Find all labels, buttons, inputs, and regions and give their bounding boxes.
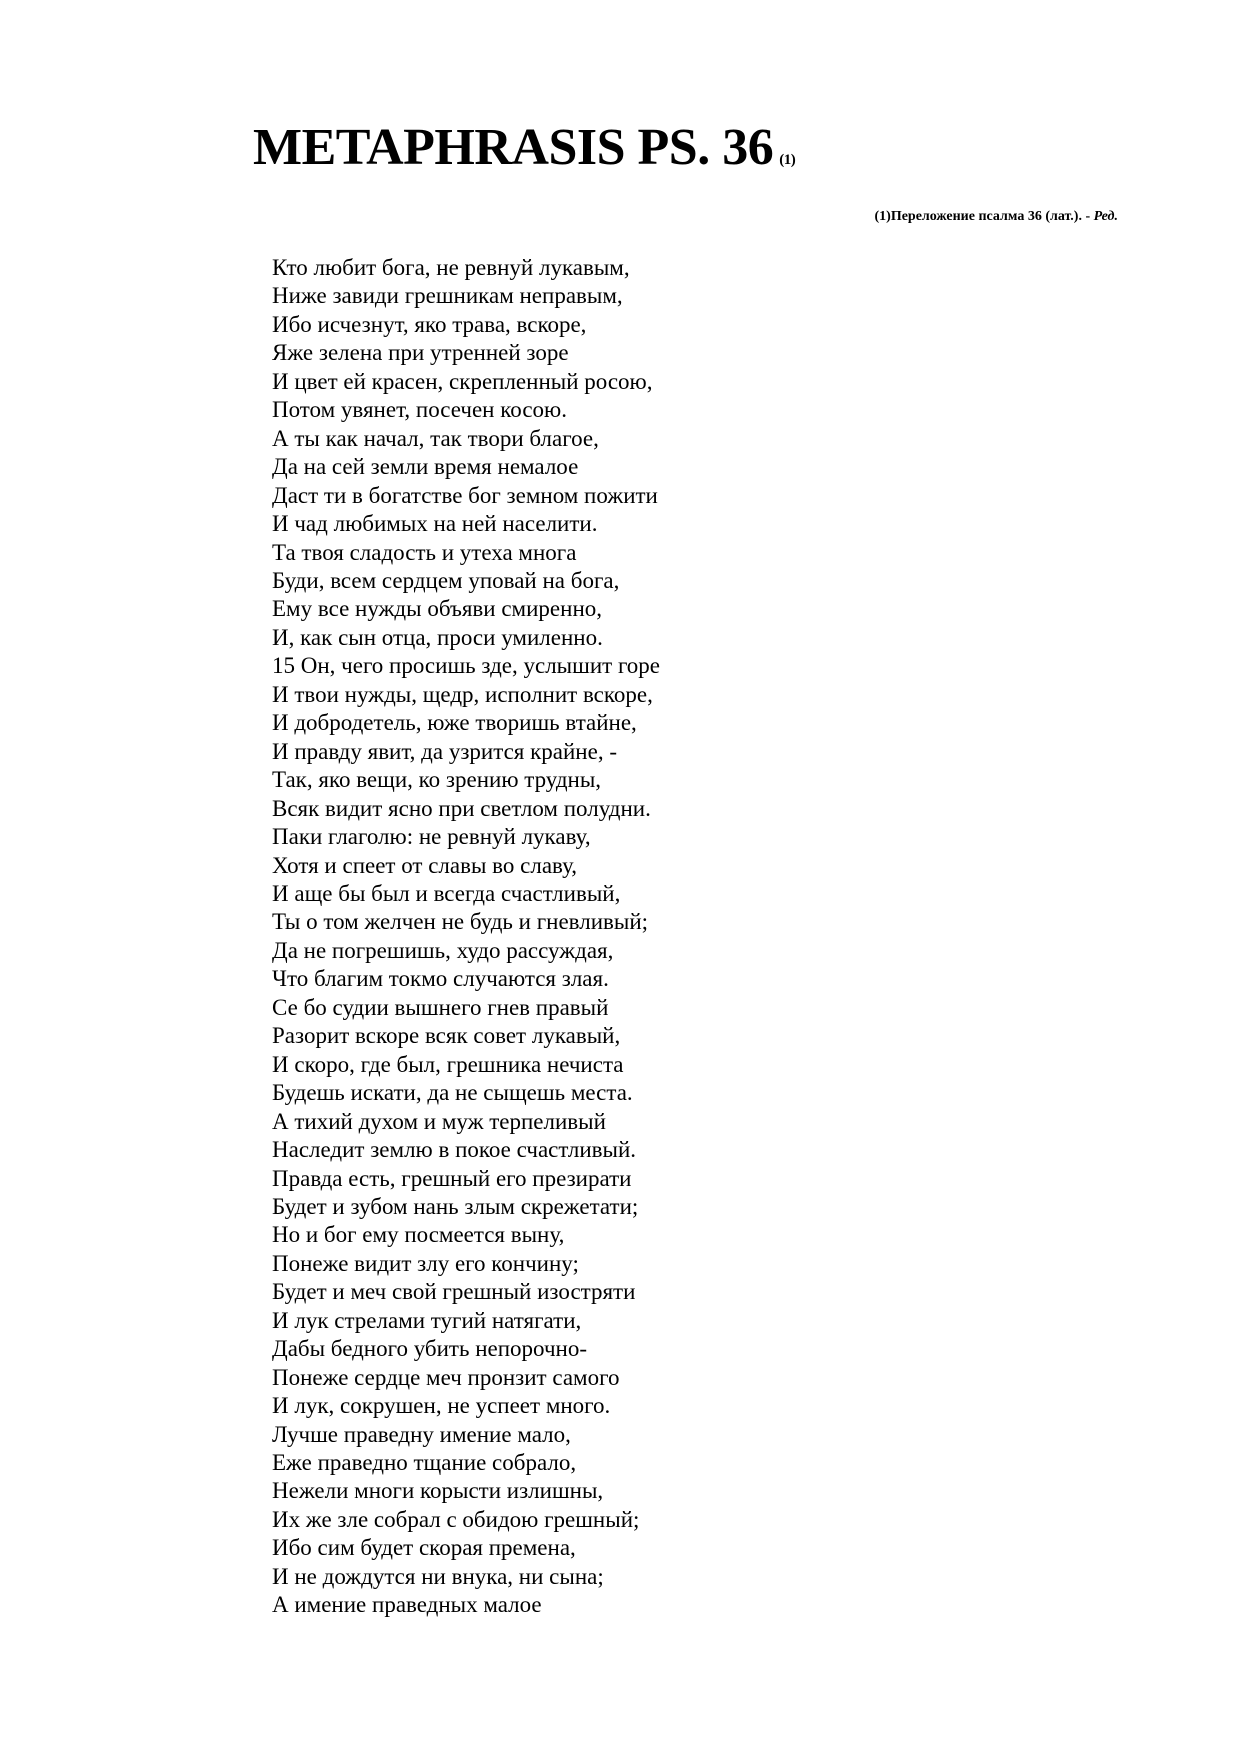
poem-line: Ибо сим будет скорая премена, [272, 1535, 576, 1561]
poem-line: Нежели многи корысти излишны, [272, 1478, 604, 1504]
title-text: METAPHRASIS PS. 36 [253, 119, 774, 176]
poem-line: Ему все нужды объяви смиренно, [272, 596, 602, 622]
poem-line: И твои нужды, щедр, исполнит вскоре, [272, 681, 653, 707]
poem-line: Се бо судии вышнего гнев правый [272, 994, 609, 1020]
title-footnote-marker: (1) [779, 152, 796, 168]
poem-line: И правду явит, да узрится крайне, - [272, 738, 617, 764]
footnote-editor-abbrev: Ред. [1093, 209, 1118, 224]
poem-line: Та твоя сладость и утеха многа [272, 539, 577, 565]
footnote-text: (1)Переложение псалма 36 (лат.). - [874, 209, 1094, 224]
poem-line: Потом увянет, посечен косою. [272, 397, 567, 423]
poem-line: Да не погрешишь, худо рассуждая, [272, 937, 614, 963]
poem-line: И аще бы был и всегда счастливый, [272, 880, 621, 906]
poem-body [272, 254, 660, 1620]
poem-line: И добродетель, юже творишь втайне, [272, 710, 637, 736]
poem-line: Их же зле собрал с обидою грешный; [272, 1506, 640, 1532]
footnote [875, 208, 1119, 226]
poem-line: И чад любимых на ней населити. [272, 511, 598, 537]
poem-line: И, как сын отца, проси умиленно. [272, 624, 603, 650]
poem-line: Кто любит бога, не ревнуй лукавым, [272, 255, 630, 280]
poem-line: Будешь искати, да не сыщешь места. [272, 1080, 633, 1106]
poem-line: И не дождутся ни внука, ни сына; [272, 1563, 604, 1589]
poem-line: Даст ти в богатстве бог земном пожити [272, 482, 658, 508]
poem-line: Будет и зубом нань злым скрежетати; [272, 1193, 639, 1219]
poem-line: А имение праведных малое [272, 1592, 542, 1618]
poem-line: Ниже завиди грешникам неправым, [272, 283, 623, 309]
poem-line: Буди, всем сердцем уповай на бога, [272, 567, 620, 593]
poem-line: Понеже видит злу его кончину; [272, 1250, 579, 1276]
poem-line: Да на сей земли время немалое [272, 454, 579, 480]
poem-line: Ты о том желчен не будь и гневливый; [272, 909, 649, 935]
page-title [253, 118, 795, 190]
poem-line: Что благим токмо случаются злая. [272, 966, 609, 992]
poem-line: А ты как начал, так твори благое, [272, 425, 599, 451]
poem-line: Лучше праведну имение мало, [272, 1421, 571, 1447]
poem-line: Так, яко вещи, ко зрению трудны, [272, 767, 602, 793]
poem-line: Дабы бедного убить непорочно- [272, 1336, 587, 1362]
poem-line: Ибо исчезнут, яко трава, вскоре, [272, 311, 587, 337]
poem-line: Яже зелена при утренней зоре [272, 340, 569, 366]
poem-line: Но и бог ему посмеется выну, [272, 1222, 565, 1248]
poem-line: Понеже сердце меч пронзит самого [272, 1364, 620, 1390]
poem-line: Наследит землю в покое счастливый. [272, 1137, 637, 1163]
poem-line: И лук стрелами тугий натягати, [272, 1307, 582, 1333]
poem-line: А тихий духом и муж терпеливый [272, 1108, 606, 1134]
poem-line: Еже праведно тщание собрало, [272, 1450, 577, 1476]
poem-line: И скоро, где был, грешника нечиста [272, 1051, 624, 1077]
poem-line: Правда есть, грешный его презирати [272, 1165, 632, 1191]
poem-line: Хотя и спеет от славы во славу, [272, 852, 578, 878]
poem-line: 15 Он, чего просишь зде, услышит горе [272, 653, 661, 679]
poem-line: Разорит вскоре всяк совет лукавый, [272, 1023, 621, 1049]
poem-line: Паки глаголю: не ревнуй лукаву, [272, 824, 591, 850]
poem-line: И лук, сокрушен, не успеет много. [272, 1393, 611, 1419]
poem-line: Всяк видит ясно при светлом полудни. [272, 795, 651, 821]
poem-line: И цвет ей красен, скрепленный росою, [272, 368, 653, 394]
poem-line: Будет и меч свой грешный изостряти [272, 1279, 636, 1305]
